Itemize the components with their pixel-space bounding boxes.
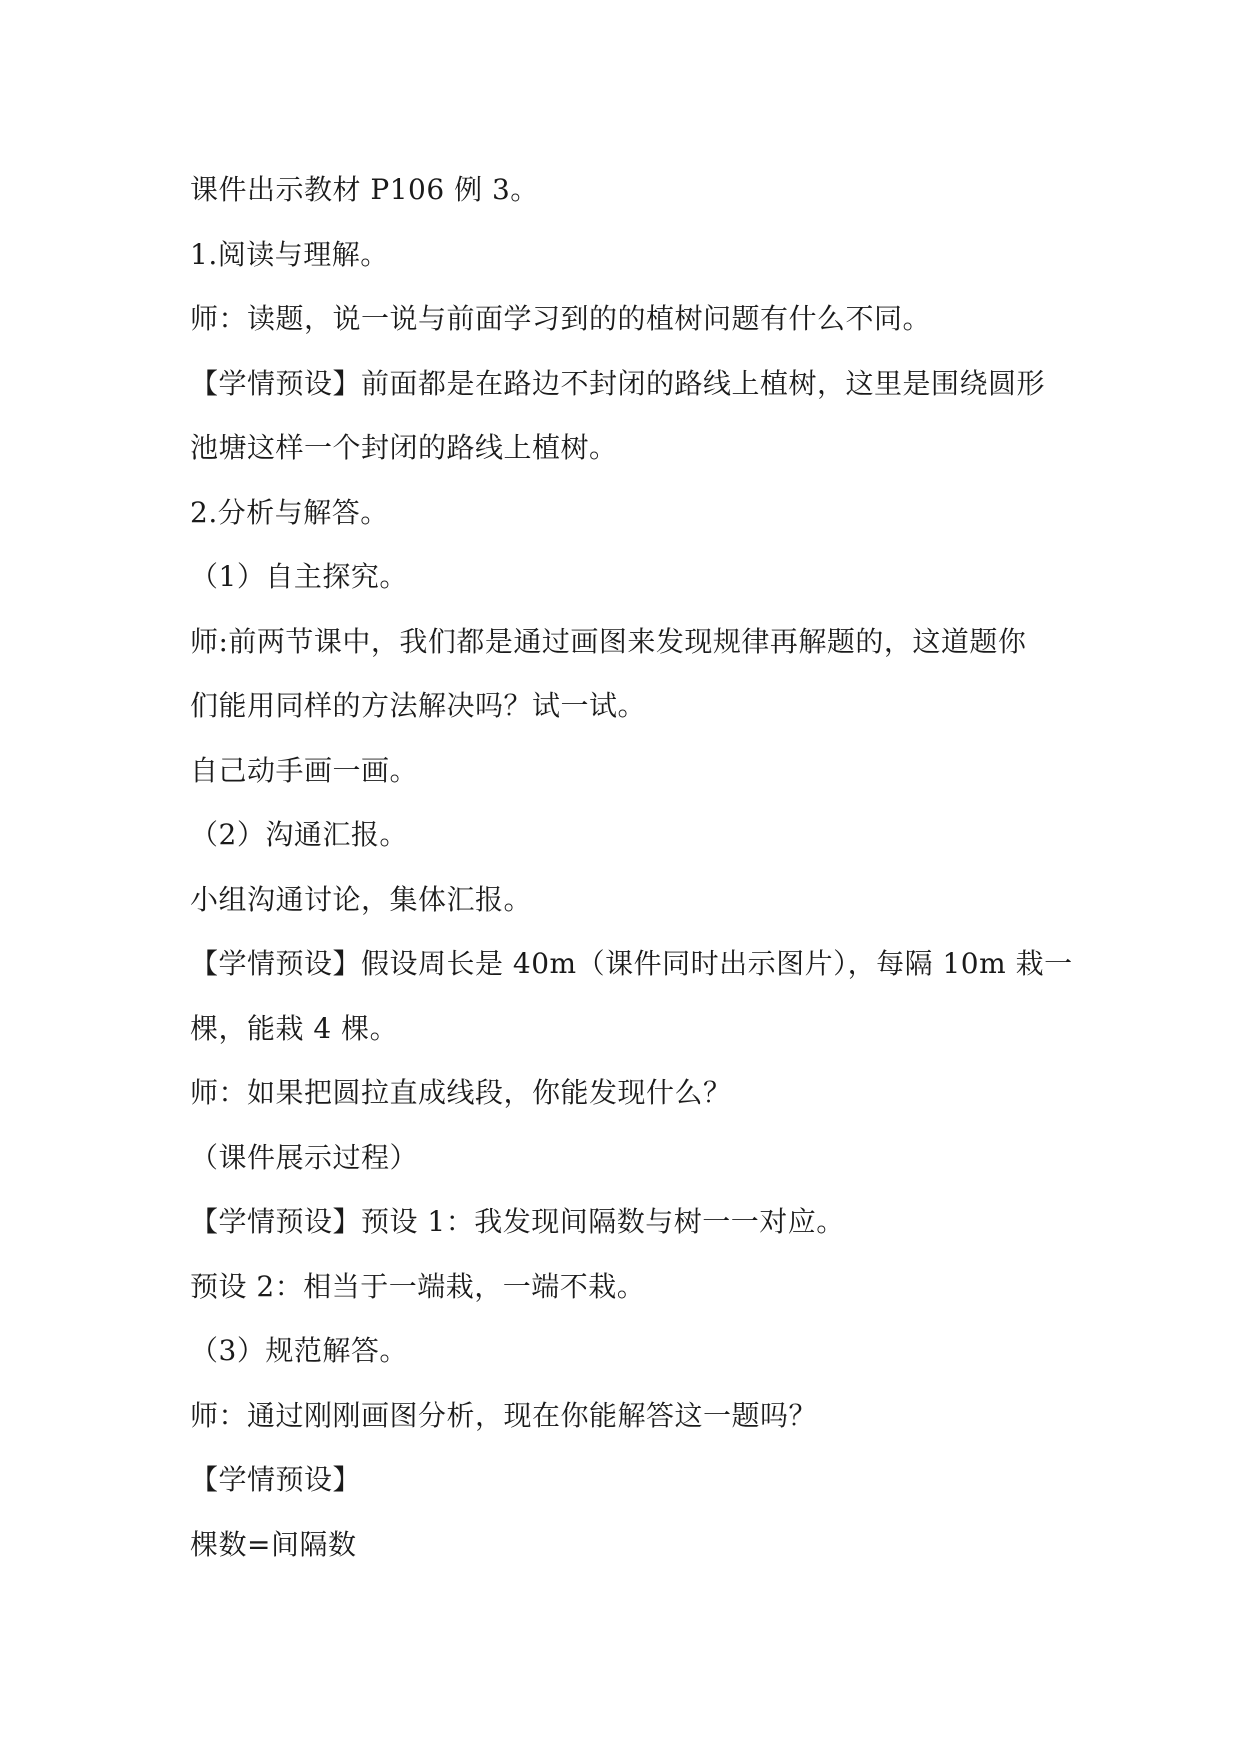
text-line: 师：读题，说一说与前面学习到的的植树问题有什么不同。 <box>190 302 932 335</box>
text-line: （课件展示过程） <box>190 1140 419 1174</box>
section-heading: 1.阅读与理解。 <box>190 237 389 271</box>
text-line: 预设 2：相当于一端栽，一端不栽。 <box>190 1269 646 1303</box>
section-heading: 2.分析与解答。 <box>190 495 389 529</box>
text-line: 课件出示教材 P106 例 3。 <box>190 173 539 206</box>
text-line: 师:前两节课中，我们都是通过画图来发现规律再解题的，这道题你 <box>190 624 1027 658</box>
subsection-heading: （2）沟通汇报。 <box>190 818 408 851</box>
subsection-heading: （3）规范解答。 <box>190 1334 408 1367</box>
text-line: 棵，能栽 4 棵。 <box>190 1011 399 1045</box>
text-line: 小组沟通讨论，集体汇报。 <box>190 882 533 916</box>
text-line: 【学情预设】 <box>190 1463 362 1496</box>
subsection-heading: （1）自主探究。 <box>190 560 408 593</box>
text-line: 师：通过刚刚画图分析，现在你能解答这一题吗？ <box>190 1398 818 1432</box>
text-line: 棵数=间隔数 <box>190 1527 357 1561</box>
text-line: 自己动手画一画。 <box>190 753 419 787</box>
text-line: 师：如果把圆拉直成线段，你能发现什么？ <box>190 1076 732 1109</box>
document-body <box>190 158 1073 1577</box>
text-line: 【学情预设】预设 1：我发现间隔数与树一一对应。 <box>190 1205 845 1238</box>
text-line: 们能用同样的方法解决吗？试一试。 <box>190 689 647 722</box>
text-line: 【学情预设】前面都是在路边不封闭的路线上植树，这里是围绕圆形 <box>190 366 1046 400</box>
text-line: 【学情预设】假设周长是 40m（课件同时出示图片），每隔 10m 栽一 <box>190 947 1073 980</box>
text-line: 池塘这样一个封闭的路线上植树。 <box>190 431 618 464</box>
